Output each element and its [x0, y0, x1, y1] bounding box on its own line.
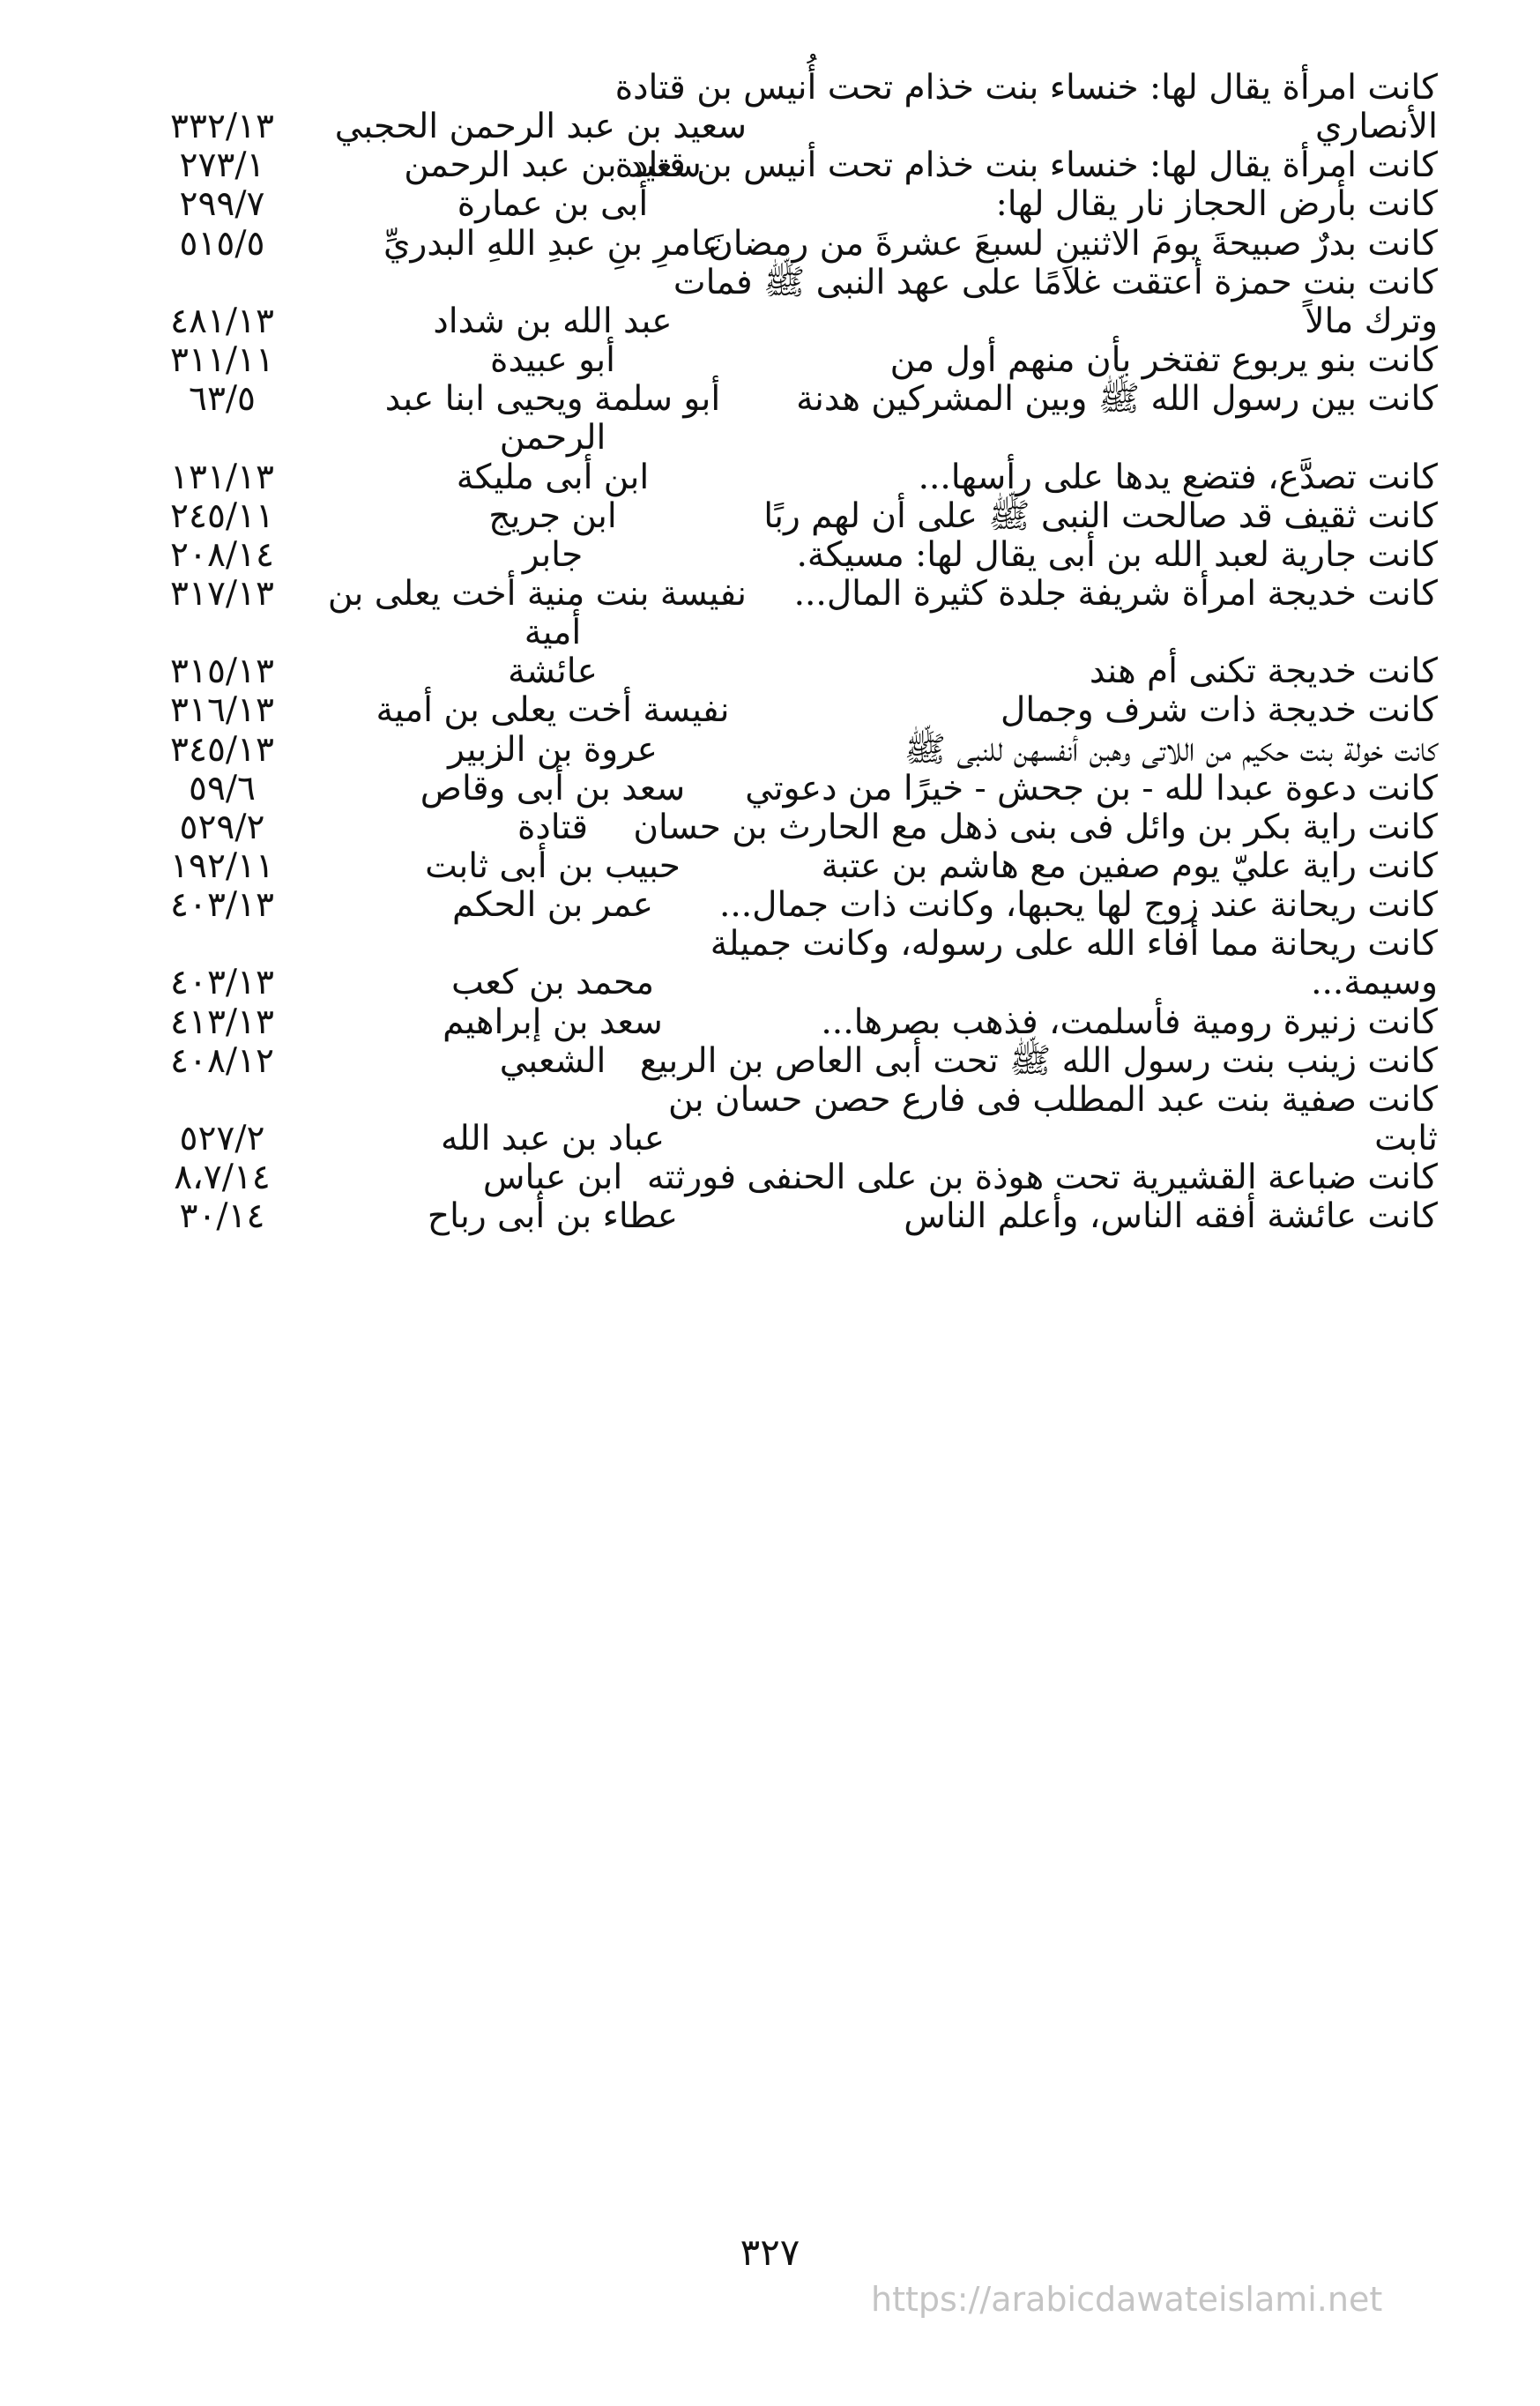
- entry-reference: ٤٠٨/١٢: [170, 1041, 274, 1081]
- entry-narrator: عمر بن الحكم: [451, 885, 654, 925]
- entry-narrator: عائشة: [508, 652, 598, 691]
- entry-text: كانت بنت حمزة أعتقت غلامًا على عهد النبى ﷺ فمات: [673, 263, 1438, 302]
- entry-narrator: ابن جريج: [488, 496, 617, 536]
- entry-text: ثابت: [1374, 1119, 1438, 1158]
- entry-reference: ٣٣٢/١٣: [170, 107, 274, 146]
- entry-text: كانت راية بكر بن وائل فى بنى ذهل مع الحارث بن حسان: [633, 808, 1438, 847]
- entry-narrator: حبيب بن أبى ثابت: [425, 846, 681, 886]
- entry-narrator: أبو سلمة ويحيى ابنا عبد: [384, 379, 721, 419]
- entry-narrator: جابر: [522, 535, 584, 575]
- entry-text: كانت بدرٌ صبيحةَ يومَ الاثنينِ لسبعَ عشرةَ من رمضانَ: [708, 224, 1438, 264]
- entry-reference: ٥٢٧/٢: [179, 1119, 265, 1158]
- entry-text: كانت ريحانة عند زوج لها يحبها، وكانت ذات جمال...: [718, 885, 1438, 925]
- entry-narrator: عطاء بن أبى رباح: [427, 1196, 679, 1236]
- entry-text: كانت صفية بنت عبد المطلب فى فارع حصن حسان بن: [668, 1080, 1438, 1120]
- entry-narrator: سعيد بن عبد الرحمن الحجبي: [334, 107, 747, 146]
- entry-reference: ٤٨١/١٣: [170, 302, 274, 341]
- entry-reference: ٥٢٩/٢: [179, 808, 265, 847]
- entry-reference: ٨،٧/١٤: [174, 1158, 271, 1197]
- entry-text: كانت دعوة عبدا لله - بن جحش - خيرًا من دعوتي: [745, 769, 1438, 808]
- entry-narrator: ابن عباس: [482, 1158, 623, 1197]
- entry-narrator: أمية: [524, 613, 582, 652]
- entry-text: كانت ثقيف قد صالحت النبى ﷺ على أن لهم ربًا: [763, 496, 1438, 536]
- entry-narrator: محمد بن كعب: [450, 963, 655, 1002]
- page-number: ٣٢٧: [740, 2231, 800, 2274]
- entry-narrator: عباد بن عبد الله: [440, 1119, 666, 1158]
- entry-reference: ٥١٥/٥: [179, 224, 265, 264]
- entry-narrator: أبى بن عمارة: [457, 184, 649, 224]
- entry-reference: ٤٠٣/١٣: [170, 963, 274, 1002]
- entry-narrator: سعد بن أبى وقاص: [420, 769, 686, 808]
- entry-text: كانت خديجة تكنى أم هند: [1089, 652, 1438, 691]
- entry-text: وسيمة...: [1311, 963, 1438, 1002]
- entry-reference: ١٣١/١٣: [170, 458, 274, 497]
- entry-narrator: الشعبي: [499, 1041, 606, 1081]
- entry-text: كانت امرأة يقال لها: خنساء بنت خذام تحت أنيس بن قتادة: [614, 145, 1438, 185]
- entry-text: كانت زينب بنت رسول الله ﷺ تحت أبى العاص بن الربيع: [639, 1041, 1438, 1081]
- entry-text: كانت ريحانة مما أفاء الله على رسوله، وكانت جميلة: [710, 924, 1438, 964]
- entry-narrator: عروة بن الزبير: [448, 730, 658, 770]
- entry-text: كانت خديجة امرأة شريفة جلدة كثيرة المال...: [793, 574, 1438, 614]
- entry-text: كانت راية عليّ يوم صفين مع هاشم بن عتبة: [821, 846, 1438, 886]
- entry-narrator: أبو عبيدة: [490, 340, 615, 380]
- entry-text: وترك مالاً: [1305, 302, 1438, 341]
- entry-reference: ٢٠٨/١٤: [170, 535, 274, 575]
- entry-narrator: سعيد بن عبد الرحمن: [404, 145, 702, 185]
- entry-reference: ٤١٣/١٣: [170, 1002, 274, 1042]
- entry-reference: ٣١٥/١٣: [170, 652, 274, 691]
- entry-narrator: نفيسة أخت يعلى بن أمية: [376, 690, 730, 730]
- entry-text: كانت بأرض الحجاز نار يقال لها:: [995, 184, 1438, 224]
- entry-narrator: عامرِ بنِ عبدِ اللهِ البدريِّ: [383, 224, 723, 264]
- entry-text: كانت خديجة ذات شرف وجمال: [1001, 690, 1438, 730]
- entry-narrator: عبد الله بن شداد: [433, 302, 673, 341]
- entry-reference: ٣٤٥/١٣: [170, 730, 274, 770]
- entry-text: كانت امرأة يقال لها: خنساء بنت خذام تحت أُنيس بن قتادة: [614, 68, 1438, 108]
- entry-narrator: سعد بن إبراهيم: [443, 1002, 663, 1042]
- entry-text: كانت بنو يربوع تفتخر بأن منهم أول من: [889, 340, 1438, 380]
- entry-reference: ٢٤٥/١١: [170, 496, 274, 536]
- entry-reference: ٣١١/١١: [170, 340, 274, 380]
- entry-text: كانت ضباعة القشيرية تحت هوذة بن على الحنفى فورثته: [646, 1158, 1438, 1197]
- entry-reference: ٤٠٣/١٣: [170, 885, 274, 925]
- entry-text: كانت تصدَّع، فتضع يدها على رأسها...: [918, 458, 1438, 497]
- watermark-url: https://arabicdawateislami.net: [871, 2280, 1383, 2319]
- entry-narrator: قتادة: [517, 808, 589, 847]
- entry-narrator: ابن أبى مليكة: [456, 458, 650, 497]
- entry-narrator: نفيسة بنت منية أخت يعلى بن: [327, 574, 747, 614]
- entry-text: كانت خولة بنت حكيم من اللاتى وهبن أنفسهن للنبى ﷺ: [904, 730, 1438, 770]
- entry-reference: ٢٧٣/١: [179, 145, 265, 185]
- entry-reference: ٣١٧/١٣: [170, 574, 274, 614]
- entry-text: كانت بين رسول الله ﷺ وبين المشركين هدنة: [796, 379, 1438, 419]
- entry-text: كانت عائشة أفقه الناس، وأعلم الناس: [904, 1196, 1438, 1236]
- entry-text: كانت زنيرة رومية فأسلمت، فذهب بصرها...: [821, 1002, 1438, 1042]
- entry-reference: ٣١٦/١٣: [170, 690, 274, 730]
- entry-reference: ١٩٢/١١: [170, 846, 274, 886]
- entry-narrator: الرحمن: [499, 418, 606, 458]
- entry-reference: ٥٩/٦: [189, 769, 256, 808]
- entry-reference: ٣٠/١٤: [179, 1196, 265, 1236]
- entry-reference: ٢٩٩/٧: [179, 184, 265, 224]
- entry-text: الأنصاري: [1315, 107, 1438, 146]
- entry-text: كانت جارية لعبد الله بن أبى يقال لها: مسيكة.: [796, 535, 1438, 575]
- entry-reference: ٦٣/٥: [189, 379, 256, 419]
